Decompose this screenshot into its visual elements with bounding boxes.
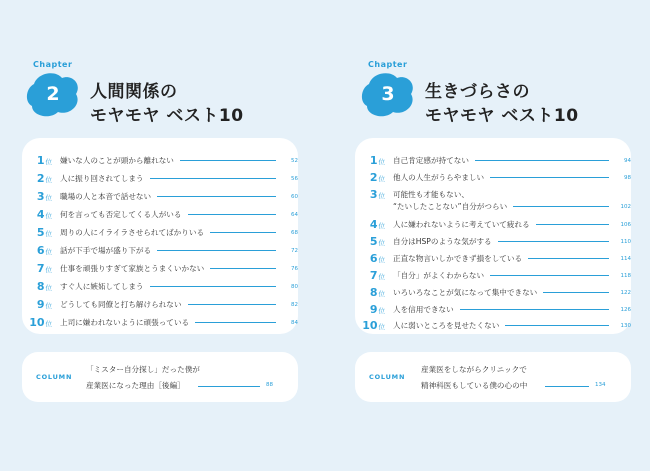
toc-item-title: 可能性も才能もない、 bbox=[393, 190, 469, 199]
rank-badge: 5位 bbox=[369, 235, 385, 248]
rank-badge: 8位 bbox=[36, 280, 52, 293]
rank-badge: 4位 bbox=[369, 218, 385, 231]
rank-badge: 9位 bbox=[36, 298, 52, 311]
column-label: COLUMN bbox=[369, 373, 406, 381]
column-title-line2: 精神科医もしている僕の心の中 bbox=[421, 381, 528, 390]
page-number: 56 bbox=[291, 175, 298, 182]
page-number: 84 bbox=[291, 319, 298, 326]
leader-line bbox=[188, 214, 277, 215]
toc-item[interactable] bbox=[355, 235, 631, 248]
rank-badge: 2位 bbox=[36, 172, 52, 185]
leader-line bbox=[150, 286, 276, 287]
column-title-line1: 「ミスター自分探し」だった僕が bbox=[86, 365, 200, 374]
column-card[interactable] bbox=[355, 352, 631, 402]
toc-item[interactable] bbox=[22, 226, 298, 239]
page-number: 98 bbox=[624, 174, 631, 181]
toc-item-title: 仕事を頑張りすぎて家族とうまくいかない bbox=[60, 264, 205, 273]
chapter-label: Chapter bbox=[33, 60, 73, 69]
rank-badge: 3位 bbox=[369, 188, 385, 201]
leader-line bbox=[498, 241, 609, 242]
leader-line bbox=[188, 304, 277, 305]
page-number: 88 bbox=[266, 382, 273, 388]
toc-item[interactable] bbox=[22, 208, 298, 221]
toc-card bbox=[22, 138, 298, 334]
toc-item[interactable] bbox=[22, 154, 298, 167]
page-number: 102 bbox=[620, 203, 631, 210]
rank-badge: 10位 bbox=[29, 316, 52, 329]
chapter-number: 3 bbox=[381, 83, 395, 105]
rank-badge: 9位 bbox=[369, 303, 385, 316]
toc-item-title: 周りの人にイライラさせられてばかりいる bbox=[60, 228, 205, 237]
toc-item-continuation[interactable] bbox=[355, 201, 631, 212]
toc-item[interactable] bbox=[22, 262, 298, 275]
rank-badge: 1位 bbox=[36, 154, 52, 167]
toc-item[interactable] bbox=[355, 171, 631, 184]
toc-item[interactable] bbox=[355, 303, 631, 316]
page-number: 94 bbox=[624, 157, 631, 164]
chapter-title-line2: モヤモヤ ベスト10 bbox=[90, 106, 244, 126]
toc-item[interactable] bbox=[355, 319, 631, 332]
leader-line bbox=[475, 160, 609, 161]
toc-item-title: 話が下手で場が盛り下がる bbox=[60, 246, 152, 255]
page-number: 82 bbox=[291, 301, 298, 308]
chapter-label: Chapter bbox=[368, 60, 408, 69]
leader-line bbox=[210, 232, 276, 233]
page-number: 80 bbox=[291, 283, 298, 290]
leader-line bbox=[157, 250, 276, 251]
rank-badge: 1位 bbox=[369, 154, 385, 167]
toc-item-title: 「自分」がよくわからない bbox=[393, 271, 485, 280]
toc-item-title: どうしても同僚と打ち解けられない bbox=[60, 300, 182, 309]
leader-line bbox=[210, 268, 276, 269]
toc-item[interactable] bbox=[355, 252, 631, 265]
rank-badge: 5位 bbox=[36, 226, 52, 239]
leader-line bbox=[460, 309, 609, 310]
page-number: 126 bbox=[620, 306, 631, 313]
toc-item[interactable] bbox=[22, 244, 298, 257]
column-title-line2: 産業医になった理由［後編］ bbox=[86, 381, 185, 390]
chapter-number: 2 bbox=[46, 83, 60, 105]
page-number: 72 bbox=[291, 247, 298, 254]
page-number: 114 bbox=[620, 255, 631, 262]
leader-line bbox=[545, 386, 589, 387]
toc-item-title: 人を信用できない bbox=[393, 305, 454, 314]
column-card[interactable] bbox=[22, 352, 298, 402]
toc-item[interactable] bbox=[355, 269, 631, 282]
page-number: 130 bbox=[620, 322, 631, 329]
toc-item[interactable] bbox=[355, 218, 631, 231]
page-number: 110 bbox=[620, 238, 631, 245]
toc-item-title: 上司に嫌われないように頑張っている bbox=[60, 318, 190, 327]
leader-line bbox=[157, 196, 276, 197]
chapter-title-line1: 生きづらさの bbox=[425, 82, 530, 102]
rank-badge: 8位 bbox=[369, 286, 385, 299]
page-number: 64 bbox=[291, 211, 298, 218]
rank-badge: 2位 bbox=[369, 171, 385, 184]
toc-item[interactable] bbox=[22, 172, 298, 185]
rank-badge: 4位 bbox=[36, 208, 52, 221]
toc-item[interactable] bbox=[355, 188, 631, 201]
page-number: 106 bbox=[620, 221, 631, 228]
toc-item-title: 職場の人と本音で話せない bbox=[60, 192, 152, 201]
toc-item-title: 人に振り回されてしまう bbox=[60, 174, 144, 183]
toc-item-title-line2: “たいしたことない”自分がつらい bbox=[393, 202, 508, 211]
toc-item-title: 嫌いな人のことが頭から離れない bbox=[60, 156, 174, 165]
rank-badge: 6位 bbox=[369, 252, 385, 265]
toc-item-title: いろいろなことが気になって集中できない bbox=[393, 288, 538, 297]
page-number: 118 bbox=[620, 272, 631, 279]
leader-line bbox=[150, 178, 276, 179]
rank-badge: 7位 bbox=[369, 269, 385, 282]
chapter-title-line2: モヤモヤ ベスト10 bbox=[425, 106, 579, 126]
toc-item-title: 人に弱いところを見せたくない bbox=[393, 321, 500, 330]
page-number: 122 bbox=[620, 289, 631, 296]
page-number: 60 bbox=[291, 193, 298, 200]
toc-item[interactable] bbox=[22, 280, 298, 293]
toc-item[interactable] bbox=[22, 316, 298, 329]
toc-item-title: 自分はHSPのような気がする bbox=[393, 237, 492, 246]
toc-card bbox=[355, 138, 631, 334]
toc-item-title: すぐ人に嫉妬してしまう bbox=[60, 282, 144, 291]
rank-badge: 6位 bbox=[36, 244, 52, 257]
column-label: COLUMN bbox=[36, 373, 73, 381]
leader-line bbox=[195, 322, 276, 323]
page-number: 134 bbox=[595, 382, 606, 388]
leader-line bbox=[505, 325, 609, 326]
toc-item-title: 人に嫌われないように考えていて疲れる bbox=[393, 220, 530, 229]
rank-badge: 10位 bbox=[362, 319, 385, 332]
right-page bbox=[325, 0, 650, 471]
page-number: 76 bbox=[291, 265, 298, 272]
toc-item-title: 自己肯定感が持てない bbox=[393, 156, 469, 165]
leader-line bbox=[528, 258, 609, 259]
toc-item-title: 何を言っても否定してくる人がいる bbox=[60, 210, 182, 219]
rank-badge: 3位 bbox=[36, 190, 52, 203]
leader-line bbox=[490, 177, 609, 178]
rank-badge: 7位 bbox=[36, 262, 52, 275]
toc-item-title: 正直な物言いしかできず損をしている bbox=[393, 254, 523, 263]
leader-line bbox=[198, 386, 260, 387]
leader-line bbox=[180, 160, 276, 161]
column-title-line1: 産業医をしながらクリニックで bbox=[421, 365, 527, 374]
toc-item-title: 他人の人生がうらやましい bbox=[393, 173, 485, 182]
leader-line bbox=[536, 224, 609, 225]
leader-line bbox=[513, 206, 609, 207]
toc-item[interactable] bbox=[355, 154, 631, 167]
leader-line bbox=[543, 292, 609, 293]
leader-line bbox=[490, 275, 609, 276]
page-number: 52 bbox=[291, 157, 298, 164]
chapter-title-line1: 人間関係の bbox=[90, 82, 178, 102]
page-number: 68 bbox=[291, 229, 298, 236]
toc-item[interactable] bbox=[22, 298, 298, 311]
toc-item[interactable] bbox=[22, 190, 298, 203]
toc-item[interactable] bbox=[355, 286, 631, 299]
